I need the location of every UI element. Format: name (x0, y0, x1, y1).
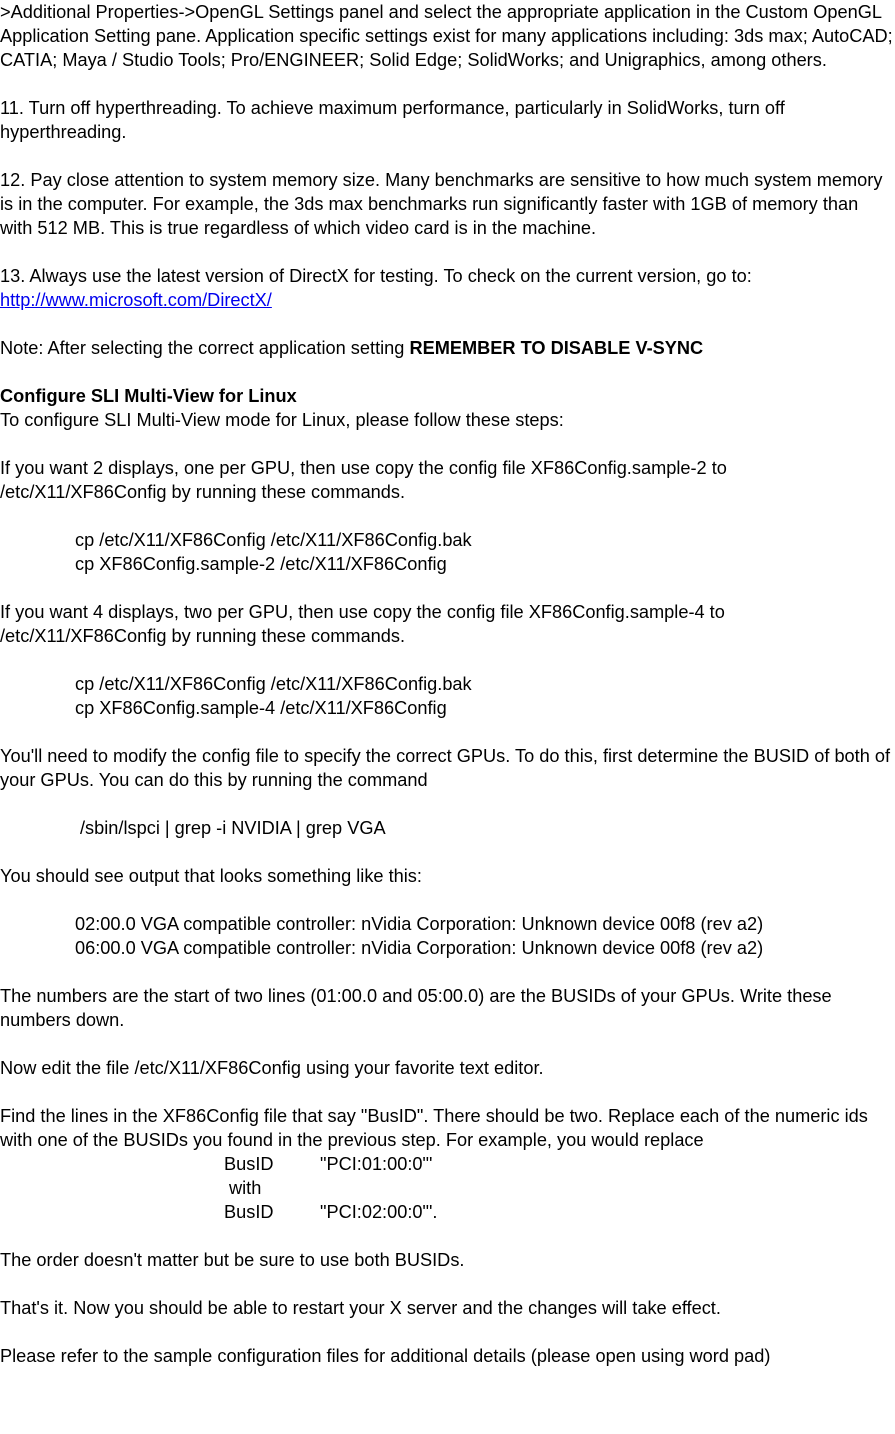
step-13-text: 13. Always use the latest version of DirectX for testing. To check on the current version, go to: (0, 266, 752, 286)
directx-link[interactable]: http://www.microsoft.com/DirectX/ (0, 290, 272, 310)
command-line: cp /etc/X11/XF86Config /etc/X11/XF86Config.bak (75, 530, 472, 550)
output-intro-paragraph: You should see output that looks something like this: (0, 866, 422, 886)
section-intro: To configure SLI Multi-View mode for Linux, please follow these steps: (0, 410, 564, 430)
command-line: cp /etc/X11/XF86Config /etc/X11/XF86Config.bak (75, 674, 472, 694)
step-11-paragraph: 11. Turn off hyperthreading. To achieve maximum performance, particularly in SolidWorks, turn off hyperthreading. (0, 98, 785, 142)
refer-paragraph: Please refer to the sample configuration files for additional details (please open using word pad) (0, 1346, 771, 1366)
busid-value: "PCI:02:00:0"'. (320, 1202, 438, 1222)
four-displays-paragraph: If you want 4 displays, two per GPU, then use copy the config file XF86Config.sample-4 to /etc/X11/XF86Config by running these commands. (0, 602, 725, 646)
busid-key: BusID (224, 1154, 274, 1174)
command-line: cp XF86Config.sample-2 /etc/X11/XF86Config (75, 554, 447, 574)
busid-with: with (229, 1178, 262, 1198)
note-paragraph (0, 336, 895, 360)
lspci-command: /sbin/lspci | grep -i NVIDIA | grep VGA (80, 818, 386, 838)
find-lines-paragraph: Find the lines in the XF86Config file that say "BusID". There should be two. Replace each of the numeric ids with one of the BUSIDs you found in the previous step. For example, you would replace (0, 1106, 868, 1150)
output-line: 02:00.0 VGA compatible controller: nVidia Corporation: Unknown device 00f8 (rev a2) (75, 914, 764, 934)
busid-row-to (0, 1200, 895, 1224)
thats-it-paragraph: That's it. Now you should be able to restart your X server and the changes will take effect. (0, 1298, 721, 1318)
busid-example (0, 1152, 895, 1224)
lspci-command-block (0, 816, 895, 840)
output-line: 06:00.0 VGA compatible controller: nVidia Corporation: Unknown device 00f8 (rev a2) (75, 938, 764, 958)
note-bold: REMEMBER TO DISABLE V-SYNC (409, 338, 704, 358)
section-title: Configure SLI Multi-View for Linux (0, 386, 297, 406)
numbers-note-paragraph: The numbers are the start of two lines (01:00.0 and 05:00.0) are the BUSIDs of your GPUs. Write these numbers down. (0, 986, 832, 1030)
lspci-output-block (0, 912, 895, 960)
edit-file-paragraph: Now edit the file /etc/X11/XF86Config using your favorite text editor. (0, 1058, 544, 1078)
intro-paragraph: >Additional Properties->OpenGL Settings panel and select the appropriate application in the Custom OpenGL Application Setting pane. Application specific settings exist for many applications including: 3ds max; AutoCAD; CATIA; Maya / Studio Tools; Pro/ENGINEER; Solid Edge; SolidWorks; and Unigraphics, among others. (0, 2, 893, 70)
busid-value: "PCI:01:00:0"' (320, 1154, 433, 1174)
four-displays-commands (0, 672, 895, 720)
busid-key: BusID (224, 1202, 274, 1222)
step-12-paragraph: 12. Pay close attention to system memory size. Many benchmarks are sensitive to how much system memory is in the computer. For example, the 3ds max benchmarks run significantly faster with 1GB of memory than with 512 MB. This is true regardless of which video card is in the machine. (0, 170, 883, 238)
modify-config-paragraph: You'll need to modify the config file to specify the correct GPUs. To do this, first determine the BUSID of both of your GPUs. You can do this by running the command (0, 746, 891, 790)
command-line: cp XF86Config.sample-4 /etc/X11/XF86Config (75, 698, 447, 718)
order-note-paragraph: The order doesn't matter but be sure to use both BUSIDs. (0, 1250, 465, 1270)
step-13-paragraph (0, 264, 895, 312)
two-displays-paragraph: If you want 2 displays, one per GPU, then use copy the config file XF86Config.sample-2 to /etc/X11/XF86Config by running these commands. (0, 458, 727, 502)
section-block (0, 384, 895, 432)
two-displays-commands (0, 528, 895, 576)
note-prefix: Note: After selecting the correct application setting (0, 338, 410, 358)
busid-row-from (0, 1152, 895, 1176)
